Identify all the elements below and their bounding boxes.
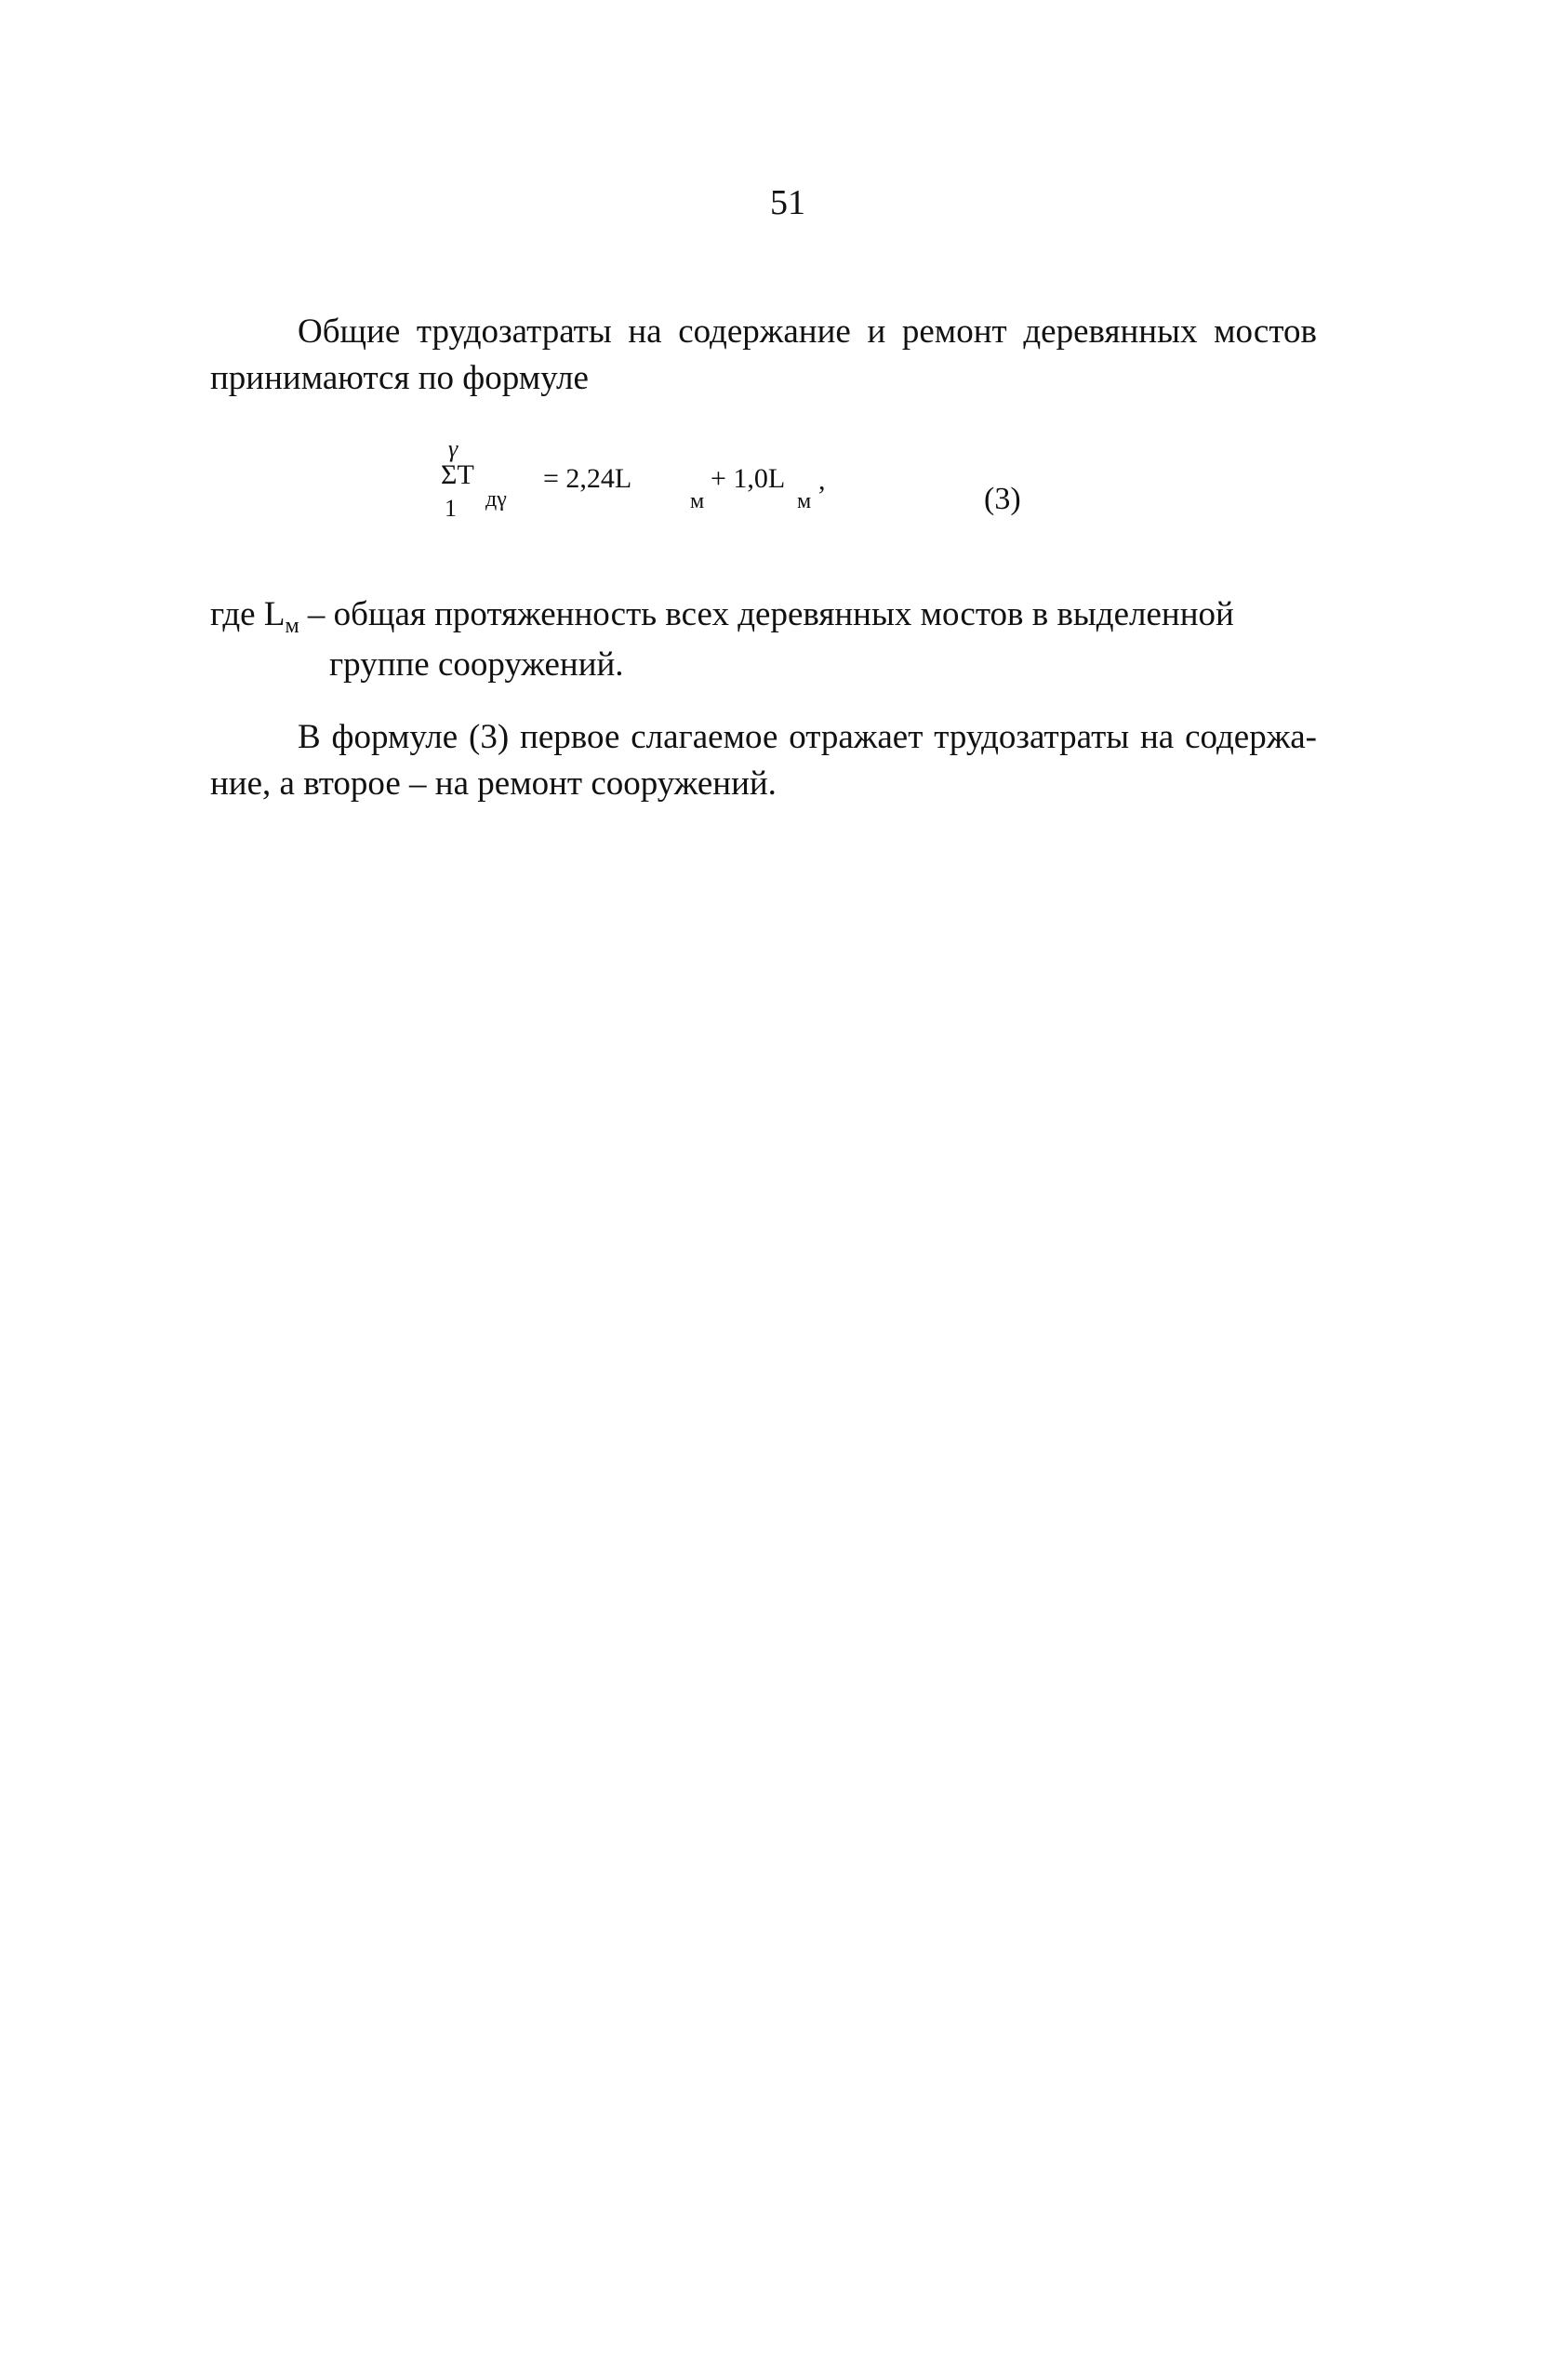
equation-number: (3) [984,482,1021,516]
intro-line-2: принимаются по формуле [210,359,589,397]
formula-term-2: + 1,0L [711,463,786,494]
definition-line-2: группе сооружений. [329,645,624,684]
definition-lead: где L [210,595,286,633]
formula-term-2-subscript: м [797,489,812,513]
explanation-paragraph [210,714,1317,807]
definition-lead-subscript: м [285,614,299,638]
definition-text: – общая протяженность всех деревянных мостов в выделенной [299,595,1234,633]
definition-paragraph [210,592,1317,688]
formula-3 [430,435,1025,528]
intro-line-1: Общие трудозатраты на содержание и ремонт деревянных мостов [298,312,1317,351]
sum-lower-limit: 1 [445,495,457,522]
explanation-line-1: В формуле (3) первое слагаемое отражает трудозатраты на содержа- [298,718,1317,756]
sum-upper-limit: γ [448,435,458,462]
formula-comma: , [818,465,826,496]
definition-line-1 [210,592,1317,642]
sum-symbol: ΣT [441,459,474,490]
formula-term-1-subscript: м [690,489,705,513]
page-number: 51 [770,183,805,222]
intro-paragraph [210,309,1317,402]
explanation-line-2: ние, а второе – на ремонт сооружений. [210,765,777,803]
sum-subscript: дγ [485,487,507,512]
formula-term-1: = 2,24L [543,463,632,494]
